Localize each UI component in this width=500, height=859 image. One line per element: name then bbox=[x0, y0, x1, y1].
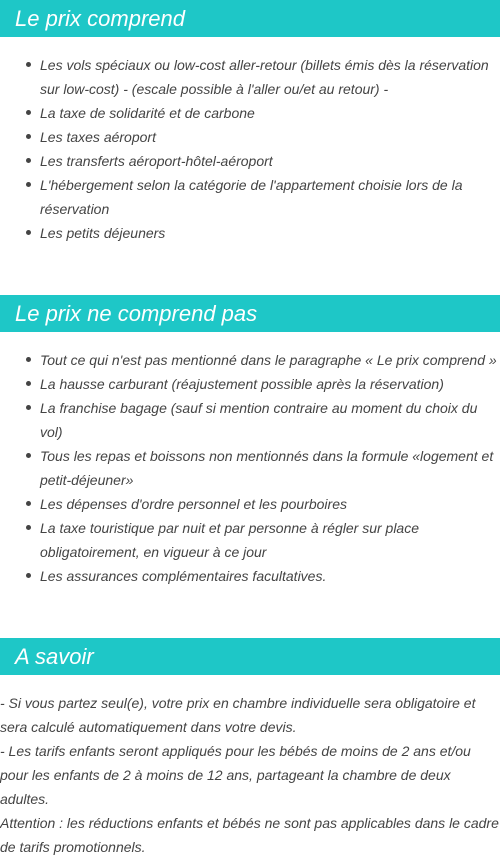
list-item: Tous les repas et boissons non mentionnés dans la formule «logement et petit-déjeuner» bbox=[0, 444, 500, 492]
section-header-prix-comprend: Le prix comprend bbox=[0, 0, 500, 37]
list-item: Les transferts aéroport-hôtel-aéroport bbox=[0, 149, 500, 173]
paragraph: - Si vous partez seul(e), votre prix en chambre individuelle sera obligatoire et sera calculé automatiquement dans votre devis. bbox=[0, 695, 476, 735]
list-item: Les vols spéciaux ou low-cost aller-retour (billets émis dès la réservation sur low-cost) - (escale possible à l'aller ou/et au retour) - bbox=[0, 53, 500, 101]
list-prix-comprend bbox=[0, 53, 500, 245]
paragraph: - Les tarifs enfants seront appliqués pour les bébés de moins de 2 ans et/ou pour les enfants de 2 à moins de 12 ans, partageant la chambre de deux adultes. bbox=[0, 743, 471, 807]
list-item: La taxe de solidarité et de carbone bbox=[0, 101, 500, 125]
a-savoir-text bbox=[0, 691, 500, 859]
list-prix-ne-comprend-pas bbox=[0, 348, 500, 588]
list-item: Les assurances complémentaires facultatives. bbox=[0, 564, 500, 588]
section-header-prix-ne-comprend-pas: Le prix ne comprend pas bbox=[0, 295, 500, 332]
list-item: Les petits déjeuners bbox=[0, 221, 500, 245]
list-item: Les taxes aéroport bbox=[0, 125, 500, 149]
list-item: Les dépenses d'ordre personnel et les pourboires bbox=[0, 492, 500, 516]
list-item: La hausse carburant (réajustement possible après la réservation) bbox=[0, 372, 500, 396]
list-item: Tout ce qui n'est pas mentionné dans le paragraphe « Le prix comprend » bbox=[0, 348, 500, 372]
paragraph: Attention : les réductions enfants et bébés ne sont pas applicables dans le cadre de tarifs promotionnels. bbox=[0, 815, 499, 855]
list-item: La taxe touristique par nuit et par personne à régler sur place obligatoirement, en vigueur à ce jour bbox=[0, 516, 500, 564]
list-item: La franchise bagage (sauf si mention contraire au moment du choix du vol) bbox=[0, 396, 500, 444]
list-item: L'hébergement selon la catégorie de l'appartement choisie lors de la réservation bbox=[0, 173, 500, 221]
section-header-a-savoir: A savoir bbox=[0, 638, 500, 675]
